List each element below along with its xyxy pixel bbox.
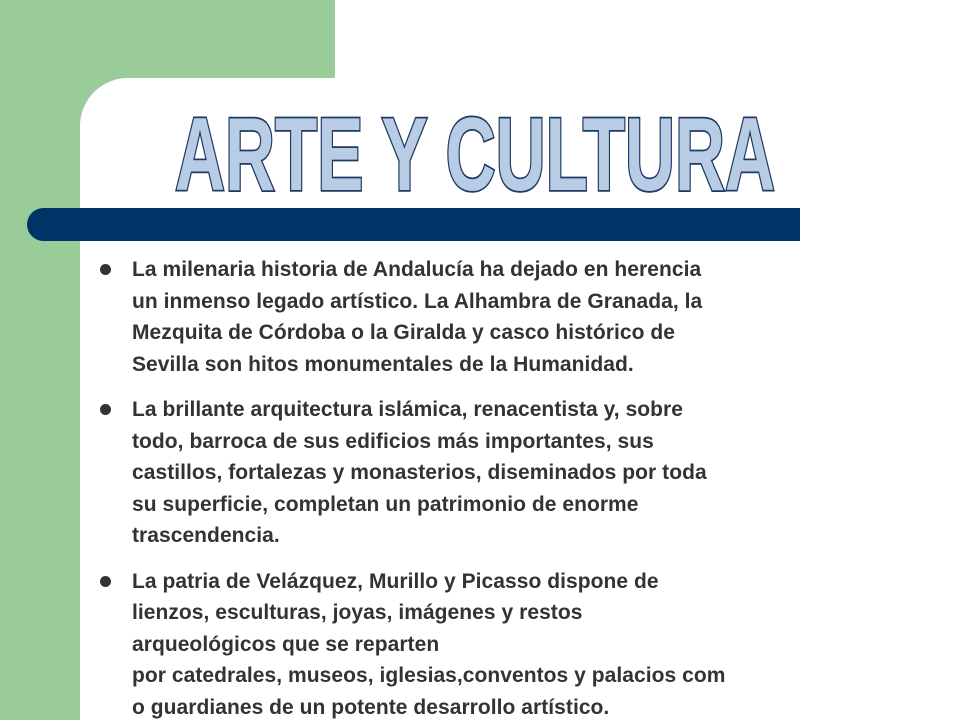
title-underline-bar xyxy=(60,208,800,241)
title-wordart xyxy=(150,78,800,206)
bullet-list xyxy=(100,254,890,720)
bullet-dot-icon xyxy=(100,576,111,587)
bullet-text: La brillante arquitectura islámica, renacentista y, sobre todo, barroca de sus edificios más importantes, sus castillos, fortalezas y monasterios, diseminados por toda su superficie, completan un patrimonio de enorme trascendencia. xyxy=(132,398,707,547)
bullet-item xyxy=(100,566,890,720)
slide-title: ARTE Y CULTURA xyxy=(175,97,775,206)
bullet-text: La milenaria historia de Andalucía ha dejado en herencia un inmenso legado artístico. La Alhambra de Granada, la Mezquita de Córdoba o la Giralda y casco histórico de Sevilla son hitos monumentales de la Humanidad. xyxy=(132,258,703,376)
bullet-dot-icon xyxy=(100,264,111,275)
bullet-text: La patria de Velázquez, Murillo y Picasso dispone de lienzos, esculturas, joyas, imágenes y restos arqueológicos que se reparten por catedrales, museos, iglesias,conventos y palacios com o guardianes de un potente desarrollo artístico. xyxy=(132,569,726,719)
bullet-dot-icon xyxy=(100,404,111,415)
bullet-item xyxy=(100,394,890,552)
bullet-item xyxy=(100,254,890,380)
